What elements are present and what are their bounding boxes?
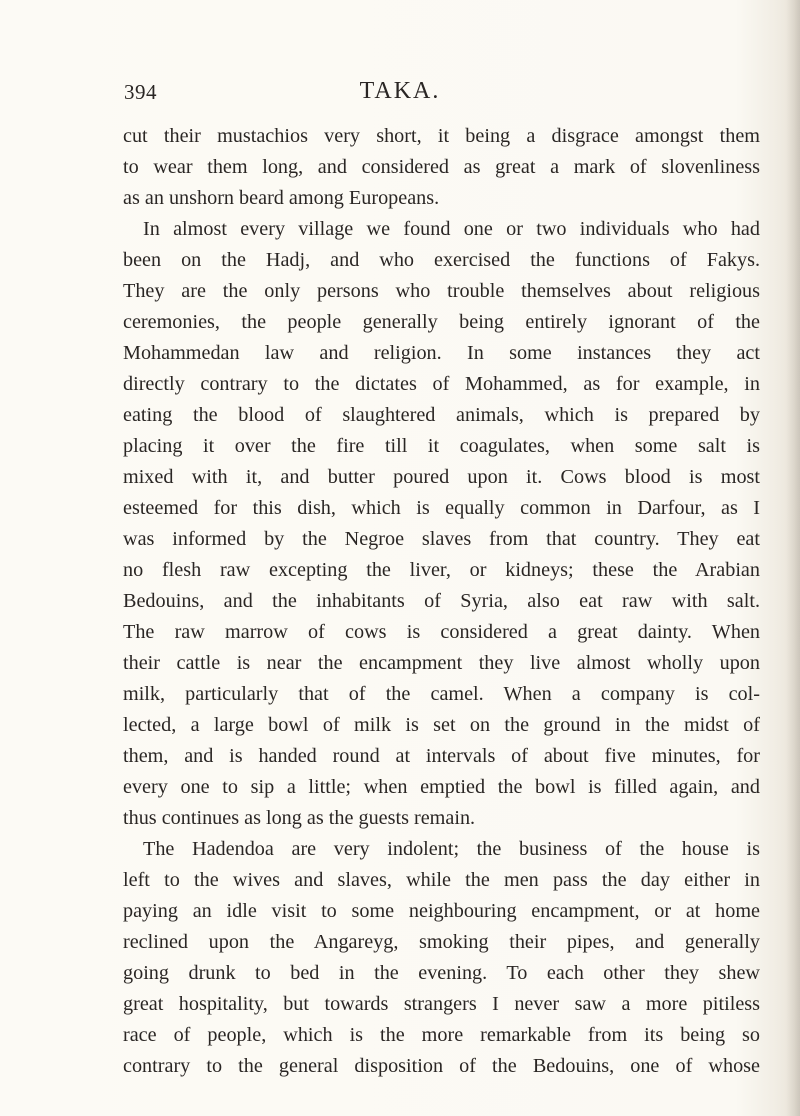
running-title: TAKA. — [359, 78, 441, 104]
page-edge-shadow — [786, 0, 800, 1116]
text-line: to wear them long, and considered as great a mark of slovenliness — [123, 156, 760, 178]
text-line: every one to sip a little; when emptied the bowl is filled again, and — [123, 776, 760, 798]
text-line: esteemed for this dish, which is equally common in Darfour, as I — [123, 497, 760, 519]
page-number: 394 — [124, 80, 157, 104]
text-line: race of people, which is the more remarkable from its being so — [123, 1024, 760, 1046]
text-line: paying an idle visit to some neighbouring encampment, or at home — [123, 900, 760, 922]
text-line: milk, particularly that of the camel. When a company is col- — [123, 683, 760, 705]
text-line: ceremonies, the people generally being entirely ignorant of the — [123, 311, 760, 333]
text-line: The raw marrow of cows is considered a great dainty. When — [123, 621, 760, 643]
text-line: been on the Hadj, and who exercised the functions of Fakys. — [123, 249, 760, 271]
text-line: Bedouins, and the inhabitants of Syria, also eat raw with salt. — [123, 590, 760, 612]
text-line: eating the blood of slaughtered animals, which is prepared by — [123, 404, 760, 426]
text-line: mixed with it, and butter poured upon it. Cows blood is most — [123, 466, 760, 488]
text-line: them, and is handed round at intervals of about five minutes, for — [123, 745, 760, 767]
text-line: left to the wives and slaves, while the men pass the day either in — [123, 869, 760, 891]
text-line: The Hadendoa are very indolent; the business of the house is — [143, 838, 760, 860]
text-line: as an unshorn beard among Europeans. — [123, 187, 440, 209]
text-line: contrary to the general disposition of the Bedouins, one of whose — [123, 1055, 760, 1077]
text-line: great hospitality, but towards strangers I never saw a more pitiless — [123, 993, 760, 1015]
text-line: was informed by the Negroe slaves from that country. They eat — [123, 528, 760, 550]
text-line: directly contrary to the dictates of Mohammed, as for example, in — [123, 373, 760, 395]
text-line: reclined upon the Angareyg, smoking their pipes, and generally — [123, 931, 760, 953]
body-text — [123, 121, 760, 1082]
text-line: Mohammedan law and religion. In some instances they act — [123, 342, 760, 364]
text-line: They are the only persons who trouble themselves about religious — [123, 280, 760, 302]
text-line: cut their mustachios very short, it being a disgrace amongst them — [123, 125, 760, 147]
text-line: placing it over the fire till it coagulates, when some salt is — [123, 435, 760, 457]
text-line: their cattle is near the encampment they live almost wholly upon — [123, 652, 760, 674]
text-line: no flesh raw excepting the liver, or kidneys; these the Arabian — [123, 559, 760, 581]
text-line: thus continues as long as the guests remain. — [123, 807, 476, 829]
text-line: lected, a large bowl of milk is set on the ground in the midst of — [123, 714, 760, 736]
text-line: going drunk to bed in the evening. To each other they shew — [123, 962, 760, 984]
text-line: In almost every village we found one or two individuals who had — [143, 218, 760, 240]
